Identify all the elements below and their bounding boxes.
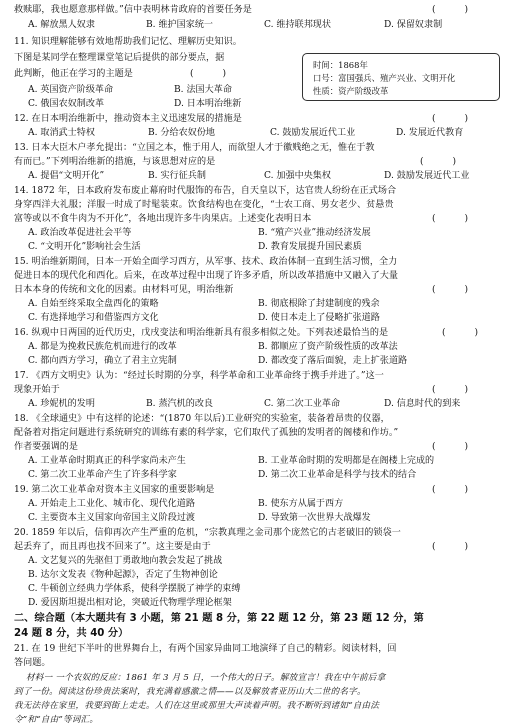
q11-stem-line-3: 此判断，他正在学习的主题是 (14, 69, 133, 79)
q19-option-b: B. 使东方从属于西方 (258, 499, 344, 509)
q20-answer-paren: ( ) (432, 542, 469, 552)
q12-option-c: C. 鼓励发展近代工业 (270, 128, 356, 138)
section-title-cont: 24 题 8 分，共 40 分） (14, 628, 129, 639)
q10-option-d: D. 保留奴隶制 (384, 20, 443, 30)
q14-option-c: C. “文明开化”影响社会生活 (28, 242, 141, 252)
q20-option-b: B. 达尔文发表《物种起源》，否定了生物神创论 (28, 570, 218, 580)
q20-option-c: C. 牛顿创立经典力学体系，使科学摆脱了神学的束缚 (28, 584, 241, 594)
q19-option-c: C. 主要资本主义国家向帝国主义阶段过渡 (28, 513, 196, 523)
note-box-time: 时间：1868年 (313, 60, 368, 70)
q10-option-b: B. 维护国家统一 (146, 20, 214, 30)
note-box (302, 53, 500, 101)
q11-option-c: C. 俄国农奴制改革 (28, 99, 105, 109)
q15-option-c: C. 有选择地学习和借鉴西方文化 (28, 313, 159, 323)
q17-option-c: C. 第二次工业革命 (264, 399, 341, 409)
q19-option-a: A. 开始走上工业化、城市化、现代化道路 (28, 499, 195, 509)
q18-option-b: B. 工业革命时期的发明都是在阁楼上完成的 (258, 456, 435, 466)
q20-option-a: A. 文艺复兴的先驱但丁勇敢地向教会发起了挑战 (28, 556, 223, 566)
q16-option-b: B. 都顺应了资产阶级性质的改革法 (258, 342, 398, 352)
q15-option-d: D. 使日本走上了侵略扩张道路 (258, 313, 380, 323)
q11-answer-paren: ( ) (190, 69, 227, 79)
q17-option-b: B. 蒸汽机的改良 (146, 399, 214, 409)
q11-stem-line-1: 11. 知识理解能够有效地帮助我们记忆、理解历史知识。 (14, 37, 242, 47)
q18-option-d: D. 第二次工业革命是科学与技术的结合 (258, 470, 417, 480)
q14-answer-paren: ( ) (432, 214, 469, 224)
q12-stem: 12. 在日本明治维新中，推动资本主义迅速发展的措施是 (14, 114, 242, 124)
q15-stem-line-3: 日本本身的传统和文化的因素。由材料可见，明治维新 (14, 285, 234, 295)
q17-stem-line-2: 现象开始于 (14, 385, 60, 395)
q16-option-d: D. 都改变了落后面貌，走上扩张道路 (258, 356, 408, 366)
q11-option-d: D. 日本明治维新 (174, 99, 242, 109)
q14-stem-line-3: 富等或以不食牛肉为不开化”，各地出现许多牛肉果店。上述变化表明日本 (14, 214, 312, 224)
section-title: 二、综合题（本大题共有 3 小题，第 21 题 8 分，第 22 题 12 分，第 23 题 12 分，第 (14, 613, 424, 624)
q20-option-d: D. 爱因斯坦提出相对论，突破近代物理学理论框架 (28, 598, 232, 608)
q10-option-c: C. 维持联邦现状 (264, 20, 331, 30)
note-box-slogan: 口号：富国强兵、殖产兴业、文明开化 (313, 73, 456, 83)
q14-option-b: B. “殖产兴业”推动经济发展 (258, 228, 371, 238)
q11-option-b: B. 法国大革命 (174, 85, 232, 95)
q20-stem-line-2: 起丢弃了，而且再也找不回来了”。这主要是由于 (14, 542, 211, 552)
q13-option-a: A. 提倡“文明开化” (28, 171, 105, 181)
note-box-nature: 性质：资产阶级改革 (313, 86, 389, 96)
material-1-line-3: 我无法待在家里，我要到街上走走。人们在这里或那里大声读着声明。我不断听到诸如“自由法 (14, 701, 380, 711)
q15-stem-line-1: 15. 明治维新期间，日本一开始全面学习西方，从军事、技术、政治体制一直到生活习惯，全力 (14, 257, 398, 267)
q14-stem-line-1: 14. 1872 年，日本政府发布废止幕府时代服饰的布告，自天皇以下，达官贵人纷纷在正式场合 (14, 186, 397, 196)
q15-answer-paren: ( ) (432, 285, 469, 295)
q17-stem-line-1: 17. 《西方文明史》认为：“经过长时期的分享，科学革命和工业革命终于携手并进了。”这一 (14, 371, 384, 381)
material-1-line-1: 材料一 一个农奴的反应：1861 年 3 月 5 日，一个伟大的日子。解放宣言！我在中午前后拿 (26, 673, 386, 683)
q12-option-d: D. 发展近代教育 (396, 128, 464, 138)
q15-option-a: A. 自始至终采取全盘西化的策略 (28, 299, 159, 309)
q18-option-c: C. 第二次工业革命产生了许多科学家 (28, 470, 177, 480)
q13-option-c: C. 加强中央集权 (264, 171, 331, 181)
q16-option-a: A. 都是为挽救民族危机而进行的改革 (28, 342, 177, 352)
q10-answer-paren: ( ) (432, 5, 469, 15)
q13-stem-line-2: 有而已。”下列明治维新的措施，与该思想对应的是 (14, 157, 216, 167)
q15-stem-line-2: 促进日本的现代化和西化。后来，在改革过程中出现了许多矛盾，所以改革措施中又融入了大量 (14, 271, 399, 281)
material-1-line-2: 到了一份。阅读这份珍贵法案时，我充满着感激之情——以及解放者亚历山大二世的名字。 (14, 687, 366, 697)
q15-option-b: B. 彻底根除了封建制度的残余 (258, 299, 380, 309)
q10-option-a: A. 解放黑人奴隶 (28, 20, 95, 30)
q21-stem-line-2: 答问题。 (14, 658, 51, 668)
q19-stem: 19. 第二次工业革命对资本主义国家的重要影响是 (14, 485, 215, 495)
q18-stem-line-2: 配备着对指定问题进行系统研究的训练有素的科学家，它们取代了孤独的发明者的阁楼和作坊。” (14, 428, 399, 438)
q20-stem-line-1: 20. 1859 年以后，信仰再次产生严重的危机，“宗教真理之金司那个庞然它的古老破旧的锁袋一 (14, 528, 401, 538)
q18-option-a: A. 工业革命时期真正的科学家尚未产生 (28, 456, 186, 466)
q14-option-d: D. 教育发展提升国民素质 (258, 242, 362, 252)
q12-answer-paren: ( ) (432, 114, 469, 124)
q12-option-b: B. 分给农奴份地 (148, 128, 216, 138)
q10-stem-tail: 救赎耶，我也愿意那样做。”信中表明林肯政府的首要任务是 (14, 5, 252, 15)
q13-option-b: B. 实行征兵制 (148, 171, 206, 181)
q16-answer-paren: ( ) (442, 328, 479, 338)
q18-stem-line-1: 18. 《全球通史》中有这样的论述：“(1870 年以后)工业研究的实验室，装备着昂贵的仪器， (14, 414, 390, 424)
q18-answer-paren: ( ) (432, 442, 469, 452)
q17-option-d: D. 信息时代的到来 (384, 399, 461, 409)
q14-option-a: A. 政治改革促进社会平等 (28, 228, 132, 238)
q19-answer-paren: ( ) (432, 485, 469, 495)
q13-stem-line-1: 13. 日本大臣木户孝允提出：“立国之本，惟于用人，而欲望人才于徽贱绝之无，惟在于教 (14, 143, 375, 153)
q18-stem-line-3: 作者要强调的是 (14, 442, 79, 452)
q19-option-d: D. 导致第一次世界大战爆发 (258, 513, 371, 523)
q11-option-a: A. 英国资产阶级革命 (28, 85, 114, 95)
q16-stem: 16. 纵观中日两国的近代历史，戊戌变法和明治维新具有很多相似之处。下列表述最恰当的是 (14, 328, 389, 338)
q13-answer-paren: ( ) (420, 157, 457, 167)
q16-option-c: C. 都向西方学习，确立了君主立宪制 (28, 356, 177, 366)
q14-stem-line-2: 身穿西洋大礼服；洋服一时成了时髦装束。饮食结构也在变化，“士农工商、男女老少、贫悬贵 (14, 200, 394, 210)
q13-option-d: D. 鼓励发展近代工业 (384, 171, 470, 181)
material-1-line-4: 令”和“自由”等词汇。 (14, 715, 99, 725)
q21-stem-line-1: 21. 在 19 世纪下半叶的世界舞台上，有两个国家异曲同工地演绎了自己的精彩。阅读材料，回 (14, 644, 397, 654)
q17-option-a: A. 珍妮机的发明 (28, 399, 95, 409)
q11-stem-line-2: 下图是某同学在整理课堂笔记后提供的部分要点，据 (14, 53, 225, 63)
q12-option-a: A. 取消武士特权 (28, 128, 95, 138)
q17-answer-paren: ( ) (432, 385, 469, 395)
